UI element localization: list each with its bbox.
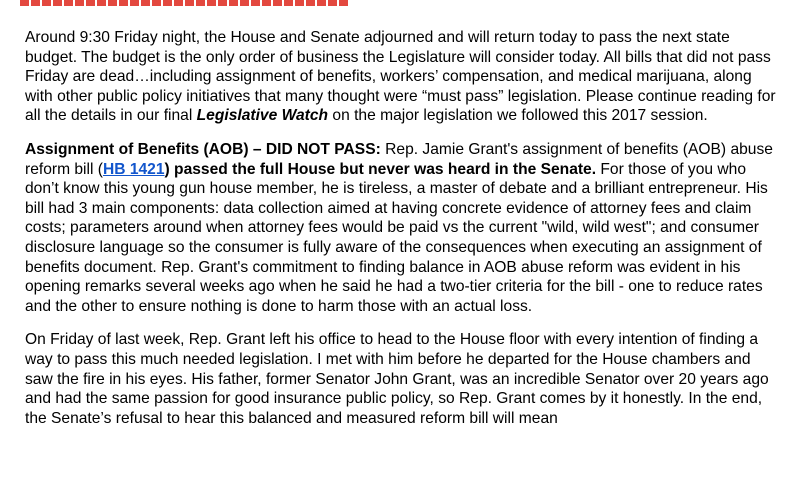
legislative-watch-title: Legislative Watch: [196, 107, 329, 125]
intro-text-end: on the major legislation we followed this 2017 session.: [328, 107, 708, 125]
newsletter-body: [25, 28, 777, 442]
aob-heading: Assignment of Benefits (AOB) – DID NOT PASS:: [25, 140, 381, 158]
hb-1421-link[interactable]: HB 1421: [102, 160, 165, 178]
intro-text: Around 9:30 Friday night, the House and Senate adjourned and will return today to pass the next state budget. The budget is the only order of business the Legislature will consider today. All bills that did not pass Friday are dead…including assignment of benefits, workers’ compensation, and medical marijuana, along with other public policy initiatives that many thought were “must pass” legislation. Please continue reading for all the details in our final: [25, 29, 776, 125]
aob-body: For those of you who don’t know this young gun house member, he is tireless, a master of debate and a brilliant entrepreneur. His bill had 3 main components: data collection aimed at having concrete evidence of attorney fees and claim costs; parameters around when attorney fees would be paid vs the current "wild, wild west"; and consumer disclosure language so the consumer is fully aware of the consequences when executing an assignment of benefits document. Rep. Grant's commitment to finding balance in AOB abuse reform was evident in his opening remarks several weeks ago when he said he had a two-tier criteria for the bill - one to reduce rates and the other to ensure nothing is done to harm those with an actual loss.: [25, 160, 768, 315]
grant-paragraph: [25, 330, 777, 428]
aob-paragraph: [25, 140, 777, 316]
intro-paragraph: [25, 28, 777, 126]
grant-text: On Friday of last week, Rep. Grant left his office to head to the House floor with every intention of finding a way to pass this much needed legislation. I met with him before he departed for the House chambers and saw the fire in his eyes. His father, former Senator John Grant, was an incredible Senator over 20 years ago and had the same passion for good insurance public policy, so Rep. Grant comes by it honestly. In the end, the Senate’s refusal to hear this balanced and measured reform bill will mean: [25, 331, 769, 427]
aob-intro: Rep. Jamie Grant's assignment of benefits (AOB) abuse reform bill (: [25, 140, 773, 178]
aob-status: ) passed the full House but never was heard in the Senate.: [164, 160, 597, 178]
header-strip-fragment: [20, 0, 350, 6]
cropped-header-strip: [0, 0, 797, 6]
